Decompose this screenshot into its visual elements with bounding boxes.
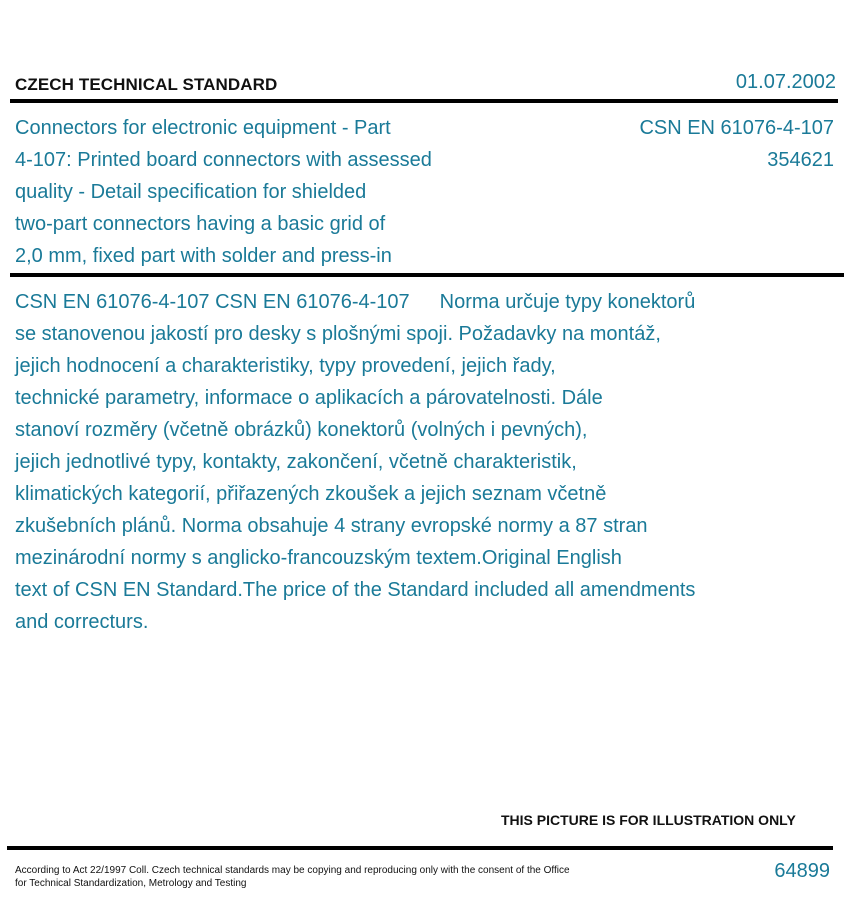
description-line: stanoví rozměry (včetně obrázků) konektorů (volných i pevných),: [15, 419, 588, 441]
description-line: mezinárodní normy s anglicko-francouzským textem.Original English: [15, 547, 622, 569]
catalog-number: 354621: [767, 149, 834, 171]
document-id: 64899: [774, 860, 830, 882]
standard-codes: [639, 112, 834, 176]
description-line: jejich hodnocení a charakteristiky, typy provedení, jejich řady,: [15, 355, 556, 377]
title-line: two-part connectors having a basic grid of: [15, 213, 386, 235]
document-type-label: CZECH TECHNICAL STANDARD: [15, 75, 278, 94]
header-divider: [10, 99, 838, 103]
title-line: 2,0 mm, fixed part with solder and press-in: [15, 245, 392, 267]
description-lead: CSN EN 61076-4-107 CSN EN 61076-4-107: [15, 291, 410, 313]
description-first-line: Norma určuje typy konektorů: [439, 291, 696, 313]
title-line: Connectors for electronic equipment - Part: [15, 117, 391, 139]
legal-notice: [15, 864, 570, 890]
title-divider: [10, 273, 844, 277]
legal-line: According to Act 22/1997 Coll. Czech technical standards may be copying and reproducing only with the consent of the Office: [15, 865, 570, 876]
publication-date: 01.07.2002: [735, 71, 836, 93]
standard-number: CSN EN 61076-4-107: [639, 117, 834, 139]
description-line: zkušebních plánů. Norma obsahuje 4 strany evropské normy a 87 stran: [15, 515, 648, 537]
legal-line: for Technical Standardization, Metrology and Testing: [15, 878, 247, 889]
standard-description: [15, 286, 760, 638]
description-line: and correcturs.: [15, 611, 149, 633]
illustration-note: THIS PICTURE IS FOR ILLUSTRATION ONLY: [501, 812, 796, 828]
description-line: jejich jednotlivé typy, kontakty, zakončení, včetně charakteristik,: [15, 451, 577, 473]
description-line: text of CSN EN Standard.The price of the Standard included all amendments: [15, 579, 696, 601]
title-line: 4-107: Printed board connectors with assessed: [15, 149, 432, 171]
description-line: [15, 286, 760, 318]
title-line: quality - Detail specification for shielded: [15, 181, 367, 203]
description-line: technické parametry, informace o aplikacích a párovatelnosti. Dále: [15, 387, 603, 409]
footer-divider: [7, 846, 833, 850]
standard-title: [15, 112, 485, 272]
description-line: se stanovenou jakostí pro desky s plošnými spoji. Požadavky na montáž,: [15, 323, 661, 345]
description-line: klimatických kategorií, přiřazených zkoušek a jejich seznam včetně: [15, 483, 607, 505]
